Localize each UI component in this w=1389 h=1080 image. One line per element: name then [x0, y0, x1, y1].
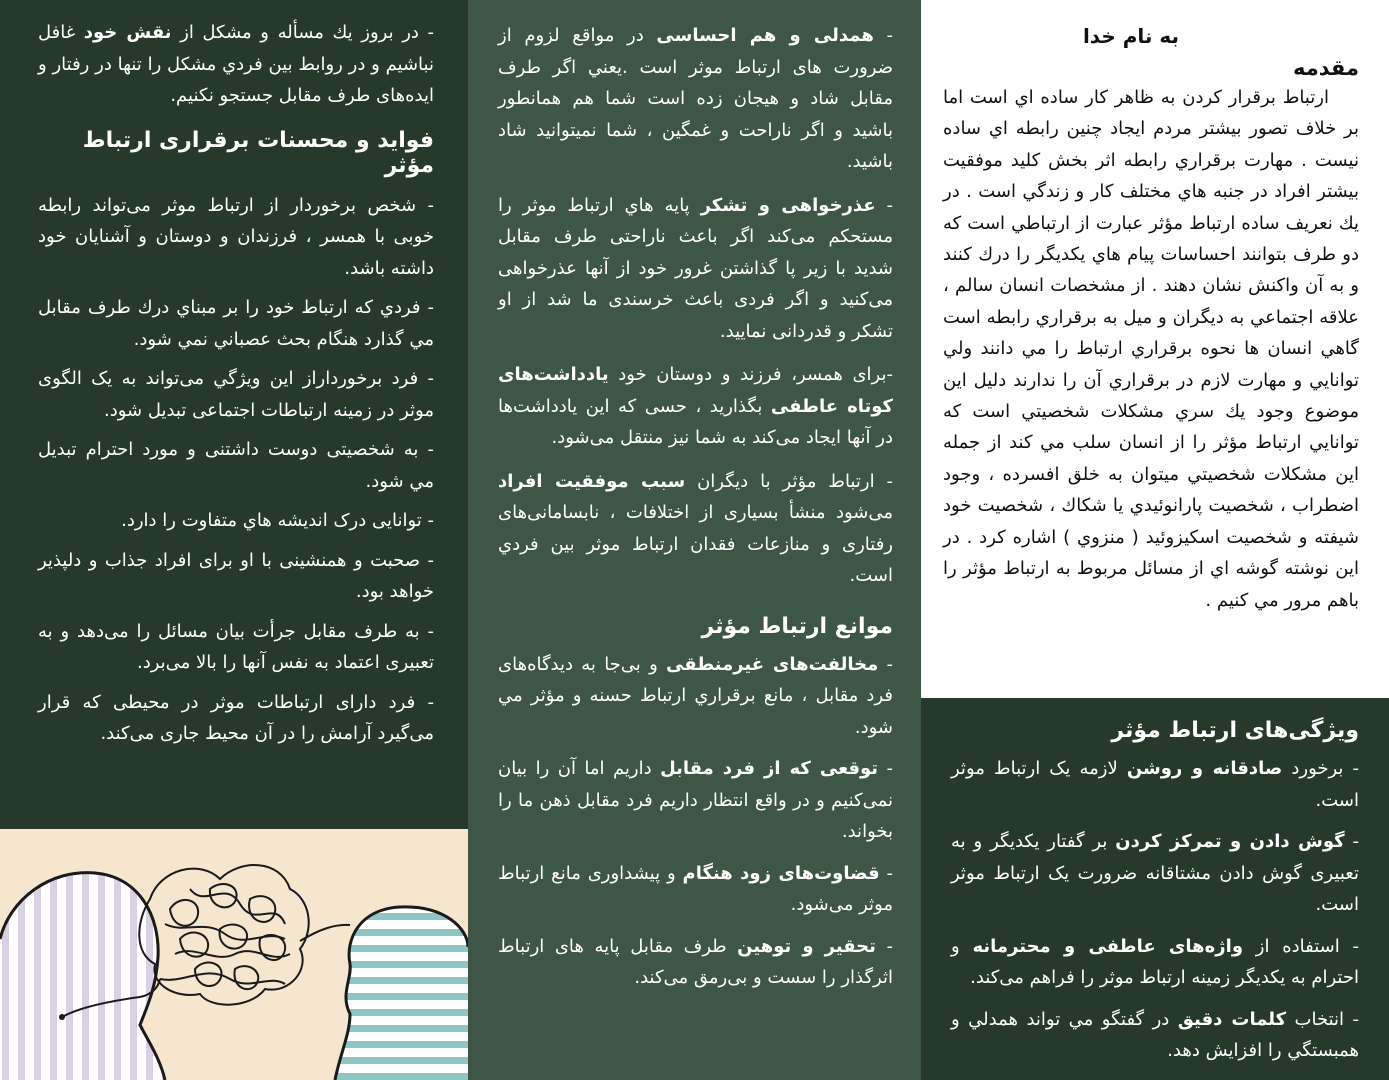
middle-list-item: - همدلی و هم احساسی در مواقع لزوم از ضرورت های ارتباط موثر است .يعني اگر طرف مقابل شاد و هيجان زده است شما هم همانطور باشيد و اگر ناراحت و غمگين ، شما نميتوانيد شاد باشيد.	[498, 25, 893, 172]
barriers-list	[498, 649, 893, 994]
benefit-item: - به طرف مقابل جرأت بيان مسائل را می‌دهد و به تعبیری اعتماد به نفس آنها را بالا می‌برد.	[38, 620, 434, 673]
barrier-item: - تحقیر و توهین طرف مقابل پایه های ارتباط اثرگذار را سست و بی‌رمق می‌کند.	[498, 935, 893, 988]
left-column	[0, 0, 468, 1080]
feature-item: - گوش دادن و تمرکز کردن بر گفتار یکدیگر و به تعبیری گوش دادن مشتاقانه ضرورت یک ارتباط موثر است.	[951, 831, 1360, 915]
benefit-item: - فردي كه ارتباط خود را بر مبناي درك طرف مقابل مي گذارد هنگام بحث عصباني نمي شود.	[38, 297, 434, 350]
barrier-item: - توقعی که از فرد مقابل داریم اما آن را بیان نمی‌کنیم و در واقع انتظار داریم فرد مقابل ذهن ما را بخواند.	[498, 758, 893, 842]
benefit-item: - فرد دارای ارتباطات موثر در محیطی که قرار می‌گیرد آرامش را در آن محیط جاری می‌کند.	[38, 691, 434, 744]
barrier-item: - قضاوت‌های زود هنگام و پیشداوری مانع ارتباط موثر می‌شود.	[498, 862, 894, 915]
two-heads-tangled-thoughts-icon	[0, 829, 468, 1080]
benefit-item: - توانايی درک انديشه هاي متفاوت را دارد.	[121, 510, 434, 531]
benefit-item: - به شخصیتی دوست داشتنی و مورد احترام تبدیل مي شود.	[38, 439, 434, 492]
features-list	[951, 753, 1359, 1067]
intro-paragraph: ارتباط برقرار کردن به ظاهر کار ساده اي است اما بر خلاف تصور بيشتر مردم ايجاد چنين رابطه اي ساده نيست . مهارت برقراري رابطه اثر بخش کليد موفقيت بيشتر افراد در جنبه هاي مختلف کار و زندگي است . در يك نعريف ساده ارتباط مؤثر عبارت از ارتباطي است که دو طرف بتوانند احساسات پيام هاي يکديگر را درك کنند و به آن واکنش نشان دهند . از مشخصات انسان سالم ، علاقه اجتماعي به ديگران و ميل به برقراري رابطه است گاهي انسان ها نحوه برقراري ارتباط را مي دانند ولي توانايي و مهارت لازم در برقراري آن را ندارند دليل اين موضوع وجود يك سري مشكلات شخصيتي است که توانايي ارتباط مؤثر را از انسان سلب مي کند از جمله اين مشکلات شخصيتي ميتوان به خلق افسرده ، وجود اضطراب ، شخصيت پارانوئيدي يا شکاك ، شخصيت خود شيفته و شخصيت اسکيزوئيد ( منزوي ) اشاره کرد . در اين نوشته گوشه اي از مسائل مربوط به ارتباط مؤثر را باهم مرور مي کنيم .	[943, 87, 1359, 611]
barriers-title: موانع ارتباط مؤثر	[701, 613, 893, 639]
middle-list-item: - عذرخواهی و تشکر پایه هاي ارتباط موثر را مستحکم می‌کند اگر باعث ناراحتی طرف مقابل شدید با زیر پا گذاشتن غرور خود از آنها عذرخواهی می‌کنید و اگر فردی باعث خرسندی ما شد از او تشکر و قدردانی نمایید.	[498, 194, 894, 342]
intro-title: مقدمه	[1293, 56, 1359, 80]
features-title: ویژگی‌های ارتباط مؤثر	[1111, 718, 1359, 743]
bismillah-heading: به نام خدا	[1082, 24, 1180, 48]
middle-column	[468, 0, 921, 1080]
barrier-item: - مخالفت‌های غیرمنطقی و بی‌جا به دیدگاه‌های فرد مقابل ، مانع برقراري ارتباط حسنه و مؤثر مي شود.	[498, 653, 894, 738]
feature-item: - برخورد صادقانه و روشن لازمه یک ارتباط موثر است.	[951, 758, 1360, 811]
communication-illustration	[0, 829, 468, 1080]
benefits-list	[38, 190, 434, 750]
feature-item: - انتخاب کلمات دقيق در گفتگو مي تواند همدلي و همبستگي را افزايش دهد.	[951, 1008, 1359, 1061]
middle-top-list	[498, 20, 893, 592]
benefit-item: - صحبت و همنشینی با او برای افراد جذاب و دلپذیر خواهد بود.	[38, 549, 434, 602]
middle-list-item: - ارتباط مؤثر با دیگران سبب موفقیت افراد می‌شود منشأ بسیاری از اختلافات ، نابسامانی‌های رفتاری و منازعات فقدان ارتباط موثر بين فردي است.	[498, 470, 893, 586]
benefit-item: - شخص برخوردار از ارتباط موثر می‌تواند رابطه خوبی با همسر ، فرزندان و دوستان و آشنایان خود داشته باشد.	[38, 194, 434, 279]
right-column	[921, 0, 1389, 1080]
feature-item: - استفاده از واژه‌های عاطفی و محترمانه و احترام به یکدیگر زمینه ارتباط موثر را فراهم می‌کند.	[951, 935, 1359, 988]
middle-list-item: -برای همسر، فرزند و دوستان خود یادداشت‌های کوتاه عاطفی بگذارید ، حسی که این یادداشت‌ها در آنها ایجاد می‌کند به شما نیز منتقل می‌شود.	[498, 364, 893, 448]
intro-section	[921, 0, 1389, 698]
features-section	[921, 698, 1389, 1080]
benefit-item: - فرد برخورداراز این ویژگي می‌تواند به یک الگوی موثر در زمینه ارتباطات اجتماعی تبدیل شود.	[38, 368, 434, 421]
left-top-paragraph: - در بروز يك مسأله و مشكل از نقش خود غافل نباشيم و در روابط بين فردي مشكل را تنها در رفتار و ايده‌های طرف مقابل جستجو نكنيم.	[38, 22, 434, 106]
benefits-title: فواید و محسنات برقراری ارتباط مؤثر	[82, 127, 434, 178]
